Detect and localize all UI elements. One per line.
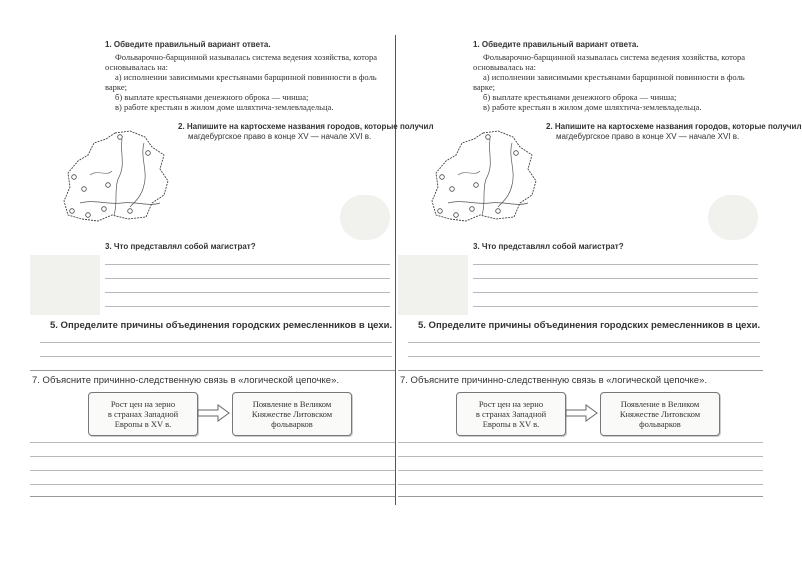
arrow-right-icon — [566, 404, 598, 422]
worksheet-right — [398, 30, 802, 508]
q7-title: 7. Объясните причинно-следственную связь в «логической цепочке». — [32, 375, 339, 386]
q1-title: 1. Обведите правильный вариант ответа. — [105, 40, 271, 49]
q1-option-b[interactable]: б) выплате крестьянами денежного оброка — чинша; — [115, 92, 309, 102]
box-line: Появление в Великом — [252, 399, 332, 409]
chain-box-effect — [600, 392, 720, 436]
box-line: Появление в Великом — [620, 399, 700, 409]
chain-box-cause — [88, 392, 198, 436]
q1-line: Фольварочно-барщинной называлась система ведения хозяйства, котора — [115, 52, 377, 62]
box-line: фольварков — [271, 419, 313, 429]
answer-line[interactable] — [30, 470, 395, 471]
box-line: Рост цен на зерно — [478, 399, 544, 409]
box-line: в странах Западной — [107, 409, 179, 419]
q1-option-a[interactable]: а) исполнении зависимыми крестьянами барщинной повинности в фоль — [115, 72, 377, 82]
q1-option-c[interactable]: в) работе крестьян в жилом доме шляхтича-землевладельца. — [483, 102, 702, 112]
worksheet-left — [30, 30, 434, 508]
q3-title: 3. Что представлял собой магистрат? — [105, 242, 256, 251]
bleed-through-right — [340, 195, 390, 240]
answer-line[interactable] — [105, 278, 390, 279]
chain-box-cause — [456, 392, 566, 436]
answer-line[interactable] — [398, 470, 763, 471]
answer-line[interactable] — [30, 456, 395, 457]
q7-title: 7. Объясните причинно-следственную связь в «логической цепочке». — [400, 375, 707, 386]
box-line: Княжестве Литовском — [251, 409, 333, 419]
q3-title: 3. Что представлял собой магистрат? — [473, 242, 624, 251]
q1-line: основывалась на: — [105, 62, 168, 72]
answer-line[interactable] — [105, 292, 390, 293]
q5-title: 5. Определите причины объединения городских ремесленников в цехи. — [50, 320, 393, 331]
q2-title: 2. Напишите на картосхеме названия городов, которые получил — [178, 122, 434, 131]
section-divider — [30, 370, 395, 371]
q1-line: основывалась на: — [473, 62, 536, 72]
box-line: фольварков — [639, 419, 681, 429]
answer-line[interactable] — [473, 278, 758, 279]
belarus-outline-map[interactable] — [60, 125, 180, 225]
q1-option-a[interactable]: а) исполнении зависимыми крестьянами барщинной повинности в фоль — [483, 72, 745, 82]
answer-line[interactable] — [398, 456, 763, 457]
answer-line[interactable] — [398, 484, 763, 485]
answer-line[interactable] — [105, 264, 390, 265]
q1-option-c[interactable]: в) работе крестьян в жилом доме шляхтича-землевладельца. — [115, 102, 334, 112]
bleed-through-left — [398, 255, 468, 315]
chain-box-effect — [232, 392, 352, 436]
answer-line[interactable] — [30, 442, 395, 443]
box-line: Княжестве Литовском — [619, 409, 701, 419]
answer-line[interactable] — [473, 264, 758, 265]
answer-line[interactable] — [105, 306, 390, 307]
answer-line[interactable] — [40, 356, 392, 357]
answer-line[interactable] — [398, 442, 763, 443]
page-divider — [395, 35, 396, 505]
answer-line[interactable] — [473, 292, 758, 293]
answer-line[interactable] — [473, 306, 758, 307]
section-divider — [398, 370, 763, 371]
belarus-outline-map[interactable] — [428, 125, 548, 225]
answer-line[interactable] — [40, 342, 392, 343]
bleed-through-right — [708, 195, 758, 240]
q2-title: 2. Напишите на картосхеме названия городов, которые получил — [546, 122, 802, 131]
box-line: Рост цен на зерно — [110, 399, 176, 409]
q1-title: 1. Обведите правильный вариант ответа. — [473, 40, 639, 49]
q1-line: варке; — [105, 82, 127, 92]
arrow-right-icon — [198, 404, 230, 422]
q1-line: варке; — [473, 82, 495, 92]
section-divider — [30, 496, 395, 497]
box-line: Европы в XV в. — [114, 419, 172, 429]
q1-line: Фольварочно-барщинной называлась система ведения хозяйства, котора — [483, 52, 745, 62]
box-line: Европы в XV в. — [482, 419, 540, 429]
q5-title: 5. Определите причины объединения городских ремесленников в цехи. — [418, 320, 761, 331]
answer-line[interactable] — [408, 342, 760, 343]
section-divider — [398, 496, 763, 497]
q2-title-cont: магдебургское право в конце XV — начале XVI в. — [556, 132, 740, 141]
bleed-through-left — [30, 255, 100, 315]
box-line: в странах Западной — [475, 409, 547, 419]
q1-option-b[interactable]: б) выплате крестьянами денежного оброка — чинша; — [483, 92, 677, 102]
answer-line[interactable] — [30, 484, 395, 485]
answer-line[interactable] — [408, 356, 760, 357]
q2-title-cont: магдебургское право в конце XV — начале XVI в. — [188, 132, 372, 141]
